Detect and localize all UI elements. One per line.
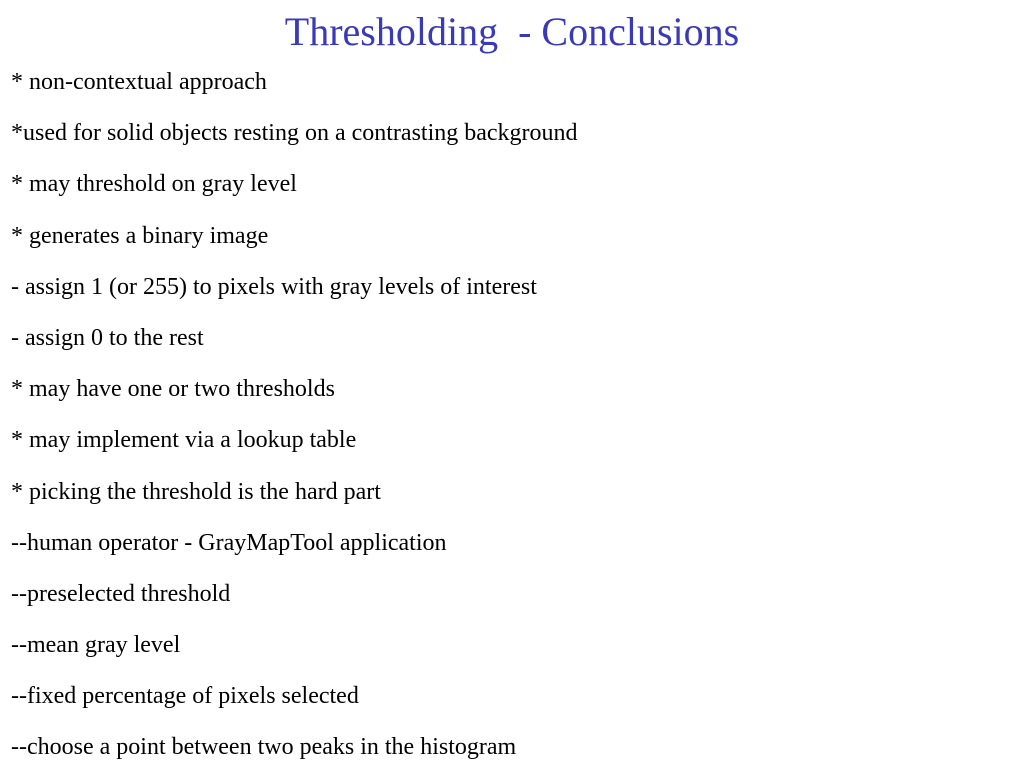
bullet-item: - assign 1 (or 255) to pixels with gray levels of interest — [11, 273, 537, 300]
bullet-item: *used for solid objects resting on a contrasting background — [11, 120, 578, 147]
bullet-item: --preselected threshold — [11, 580, 231, 607]
bullet-item: * may threshold on gray level — [11, 171, 297, 198]
bullet-item: --human operator - GrayMapTool application — [11, 529, 447, 556]
bullet-item: * may implement via a lookup table — [11, 427, 357, 454]
bullet-item: * non-contextual approach — [11, 69, 267, 95]
bullet-item: * may have one or two thresholds — [11, 376, 335, 403]
slide-title: Thresholding - Conclusions — [284, 9, 740, 54]
bullet-item: --fixed percentage of pixels selected — [11, 683, 359, 710]
bullet-item: - assign 0 to the rest — [11, 324, 204, 351]
bullet-item: --choose a point between two peaks in the histogram — [11, 734, 517, 761]
bullet-item: * generates a binary image — [11, 222, 269, 249]
bullet-item: * picking the threshold is the hard part — [11, 478, 381, 505]
bullet-list — [11, 66, 578, 768]
bullet-item: --mean gray level — [11, 632, 181, 659]
